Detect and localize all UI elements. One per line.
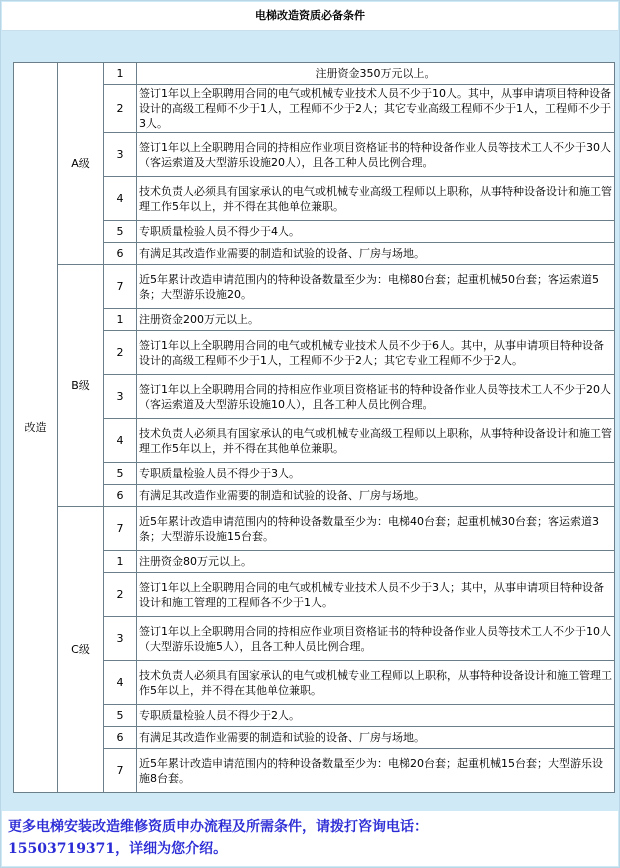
level-cell: B级: [58, 265, 104, 507]
table-row: [14, 331, 615, 375]
table-row: [14, 375, 615, 419]
footer-line-2: 15503719371，详细为您介绍。: [8, 841, 228, 857]
table-row: [14, 265, 615, 309]
table-row: [14, 507, 615, 551]
item-number: 7: [104, 507, 137, 551]
item-number: 5: [104, 221, 137, 243]
table-row: [14, 551, 615, 573]
footer-line-1: 更多电梯安装改造维修资质申办流程及所需条件，请拨打咨询电话：: [8, 819, 428, 835]
table-row: [14, 309, 615, 331]
table-row: [14, 133, 615, 177]
table-row: [14, 63, 615, 85]
table-row: [14, 661, 615, 705]
item-number: 1: [104, 63, 137, 85]
item-number: 3: [104, 617, 137, 661]
category-cell: 改造: [14, 63, 58, 793]
table-row: [14, 177, 615, 221]
item-text: 签订1年以上全职聘用合同的电气或机械专业技术人员不少于6人。其中，从事申请项目特种设备设计的高级工程师不少于1人，工程师不少于2人；其它专业工程师不少于2人。: [137, 331, 615, 375]
table-row: [14, 573, 615, 617]
table-row: [14, 243, 615, 265]
item-number: 7: [104, 265, 137, 309]
item-text: 近5年累计改造申请范围内的特种设备数量至少为：电梯20台套；起重机械15台套；大型游乐设施8台套。: [137, 749, 615, 793]
item-text: 签订1年以上全职聘用合同的电气或机械专业技术人员不少于10人。其中，从事申请项目特种设备设计的高级工程师不少于1人，工程师不少于2人；其它专业高级工程师不少于1人，工程师不少于3人。: [137, 85, 615, 133]
item-text: 注册资金80万元以上。: [137, 551, 615, 573]
level-cell: A级: [58, 63, 104, 265]
item-text: 有满足其改造作业需要的制造和试验的设备、厂房与场地。: [137, 727, 615, 749]
item-number: 5: [104, 705, 137, 727]
table-row: [14, 749, 615, 793]
item-number: 2: [104, 85, 137, 133]
item-text: 专职质量检验人员不得少于2人。: [137, 705, 615, 727]
item-text: 注册资金350万元以上。: [137, 63, 615, 85]
item-number: 2: [104, 331, 137, 375]
item-number: 7: [104, 749, 137, 793]
item-number: 6: [104, 485, 137, 507]
item-number: 3: [104, 375, 137, 419]
item-number: 4: [104, 661, 137, 705]
item-text: 技术负责人必须具有国家承认的电气或机械专业高级工程师以上职称，从事特种设备设计和施工管理工作5年以上，并不得在其他单位兼职。: [137, 177, 615, 221]
item-text: 有满足其改造作业需要的制造和试验的设备、厂房与场地。: [137, 243, 615, 265]
table-row: [14, 419, 615, 463]
table-row: [14, 727, 615, 749]
item-text: 签订1年以上全职聘用合同的电气或机械专业技术人员不少于3人；其中，从事申请项目特种设备设计和施工管理的工程师各不少于1人。: [137, 573, 615, 617]
item-number: 6: [104, 243, 137, 265]
item-text: 技术负责人必须具有国家承认的电气或机械专业工程师以上职称，从事特种设备设计和施工管理工作5年以上，并不得在其他单位兼职。: [137, 661, 615, 705]
item-text: 专职质量检验人员不得少于4人。: [137, 221, 615, 243]
item-text: 签订1年以上全职聘用合同的持相应作业项目资格证书的特种设备作业人员等技术工人不少于10人（大型游乐设施5人），且各工种人员比例合理。: [137, 617, 615, 661]
table-row: [14, 485, 615, 507]
item-number: 1: [104, 309, 137, 331]
table-row: [14, 617, 615, 661]
item-text: 签订1年以上全职聘用合同的持相应作业项目资格证书的特种设备作业人员等技术工人不少于20人（客运索道及大型游乐设施10人），且各工种人员比例合理。: [137, 375, 615, 419]
table-row: [14, 85, 615, 133]
item-text: 注册资金200万元以上。: [137, 309, 615, 331]
item-number: 2: [104, 573, 137, 617]
level-cell: C级: [58, 507, 104, 793]
item-number: 5: [104, 463, 137, 485]
item-text: 有满足其改造作业需要的制造和试验的设备、厂房与场地。: [137, 485, 615, 507]
item-number: 6: [104, 727, 137, 749]
item-text: 专职质量检验人员不得少于3人。: [137, 463, 615, 485]
contact-footer: [2, 811, 618, 866]
item-number: 4: [104, 177, 137, 221]
item-text: 技术负责人必须具有国家承认的电气或机械专业高级工程师以上职称，从事特种设备设计和施工管理工作5年以上，并不得在其他单位兼职。: [137, 419, 615, 463]
header-spacer: [2, 31, 618, 62]
page-title: 电梯改造资质必备条件: [2, 2, 618, 31]
item-number: 3: [104, 133, 137, 177]
item-text: 签订1年以上全职聘用合同的持相应作业项目资格证书的特种设备作业人员等技术工人不少于30人（客运索道及大型游乐设施20人），且各工种人员比例合理。: [137, 133, 615, 177]
requirements-table: [13, 62, 615, 793]
table-row: [14, 221, 615, 243]
item-number: 1: [104, 551, 137, 573]
table-row: [14, 463, 615, 485]
item-text: 近5年累计改造申请范围内的特种设备数量至少为：电梯80台套；起重机械50台套；客运索道5条；大型游乐设施20。: [137, 265, 615, 309]
item-text: 近5年累计改造申请范围内的特种设备数量至少为：电梯40台套；起重机械30台套；客运索道3条；大型游乐设施15台套。: [137, 507, 615, 551]
table-row: [14, 705, 615, 727]
item-number: 4: [104, 419, 137, 463]
